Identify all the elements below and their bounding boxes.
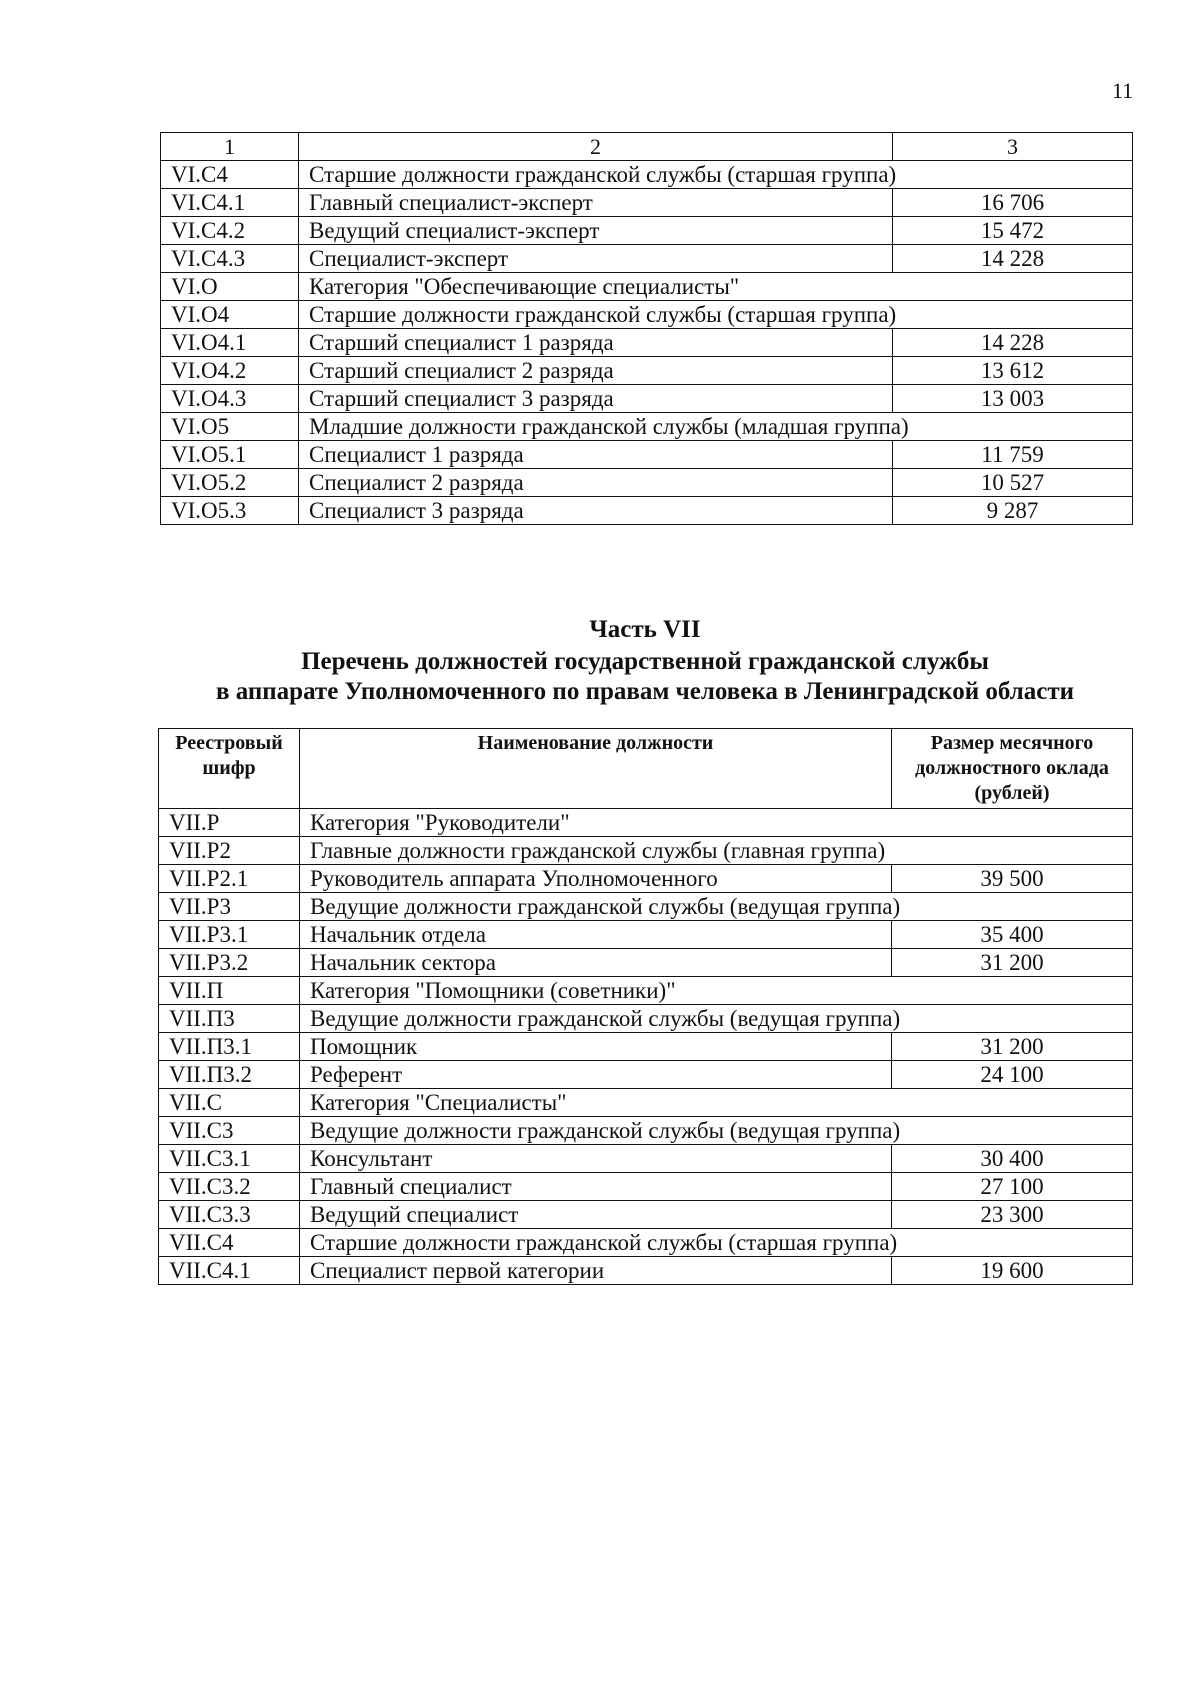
position-name-cell: Специалист 1 разряда xyxy=(299,441,893,469)
salary-table-part-vi xyxy=(160,132,1133,525)
salary-cell: 13 003 xyxy=(893,385,1133,413)
section-title: Часть VII xyxy=(589,616,701,643)
salary-cell: 35 400 xyxy=(892,921,1133,949)
table-row xyxy=(161,497,1133,525)
table-row xyxy=(159,865,1133,893)
table-row xyxy=(159,1033,1133,1061)
registry-code-cell: VII.C3.2 xyxy=(159,1173,300,1201)
table-row xyxy=(161,189,1133,217)
position-name-cell: Ведущий специалист xyxy=(300,1201,892,1229)
registry-code-cell: VI.O5.1 xyxy=(161,441,299,469)
table-row xyxy=(159,809,1133,837)
column-header-salary: Размер месячного должностного оклада (рублей) xyxy=(892,729,1133,809)
table-row xyxy=(159,1089,1133,1117)
salary-cell: 16 706 xyxy=(893,189,1133,217)
table-row xyxy=(159,1229,1133,1257)
position-name-cell: Руководитель аппарата Уполномоченного xyxy=(300,865,892,893)
registry-code-cell: VI.O xyxy=(161,273,299,301)
registry-code-cell: VI.O5.2 xyxy=(161,469,299,497)
registry-code-cell: VII.C4.1 xyxy=(159,1257,300,1285)
registry-code-cell: VI.C4.2 xyxy=(161,217,299,245)
position-name-cell: Старший специалист 3 разряда xyxy=(299,385,893,413)
salary-cell: 39 500 xyxy=(892,865,1133,893)
table-row xyxy=(161,273,1133,301)
registry-code-cell: VI.C4 xyxy=(161,161,299,189)
position-name-cell: Ведущие должности гражданской службы (ведущая группа) xyxy=(300,893,1133,921)
column-header-name: Наименование должности xyxy=(300,729,892,809)
table-row xyxy=(159,1061,1133,1089)
position-name-cell: Помощник xyxy=(300,1033,892,1061)
table-header-row xyxy=(161,133,1133,161)
position-name-cell: Главный специалист xyxy=(300,1173,892,1201)
position-name-cell: Категория "Обеспечивающие специалисты" xyxy=(299,273,1133,301)
registry-code-cell: VII.П3 xyxy=(159,1005,300,1033)
position-name-cell: Категория "Специалисты" xyxy=(300,1089,1133,1117)
position-name-cell: Ведущие должности гражданской службы (ведущая группа) xyxy=(300,1117,1133,1145)
registry-code-cell: VII.C3.3 xyxy=(159,1201,300,1229)
registry-code-cell: VII.P xyxy=(159,809,300,837)
registry-code-cell: VII.P3.1 xyxy=(159,921,300,949)
salary-cell: 11 759 xyxy=(893,441,1133,469)
registry-code-cell: VI.O4 xyxy=(161,301,299,329)
table-header-row xyxy=(159,729,1133,809)
salary-cell: 31 200 xyxy=(892,1033,1133,1061)
salary-cell: 23 300 xyxy=(892,1201,1133,1229)
salary-cell: 30 400 xyxy=(892,1145,1133,1173)
position-name-cell: Старшие должности гражданской службы (старшая группа) xyxy=(299,161,1133,189)
table-row xyxy=(161,357,1133,385)
position-name-cell: Специалист 2 разряда xyxy=(299,469,893,497)
table-row xyxy=(159,837,1133,865)
section-subtitle-line1: Перечень должностей государственной гражданской службы xyxy=(301,648,989,675)
position-name-cell: Главные должности гражданской службы (главная группа) xyxy=(300,837,1133,865)
column-header-1: 1 xyxy=(161,133,299,161)
position-name-cell: Консультант xyxy=(300,1145,892,1173)
table-row xyxy=(159,921,1133,949)
position-name-cell: Категория "Помощники (советники)" xyxy=(300,977,1133,1005)
table-row xyxy=(159,1173,1133,1201)
salary-cell: 24 100 xyxy=(892,1061,1133,1089)
table-row xyxy=(159,1117,1133,1145)
position-name-cell: Главный специалист-эксперт xyxy=(299,189,893,217)
table-row xyxy=(161,469,1133,497)
position-name-cell: Старшие должности гражданской службы (старшая группа) xyxy=(300,1229,1133,1257)
table-row xyxy=(159,1005,1133,1033)
table-row xyxy=(159,977,1133,1005)
registry-code-cell: VII.C4 xyxy=(159,1229,300,1257)
column-header-3: 3 xyxy=(893,133,1133,161)
position-name-cell: Ведущий специалист-эксперт xyxy=(299,217,893,245)
position-name-cell: Старшие должности гражданской службы (старшая группа) xyxy=(299,301,1133,329)
column-header-code: Реестровый шифр xyxy=(159,729,300,809)
registry-code-cell: VII.П3.2 xyxy=(159,1061,300,1089)
registry-code-cell: VI.O5 xyxy=(161,413,299,441)
salary-cell: 10 527 xyxy=(893,469,1133,497)
registry-code-cell: VII.C xyxy=(159,1089,300,1117)
table-row xyxy=(159,1145,1133,1173)
section-subtitle-line2: в аппарате Уполномоченного по правам человека в Ленинградской области xyxy=(215,678,1075,705)
position-name-cell: Специалист 3 разряда xyxy=(299,497,893,525)
salary-cell: 14 228 xyxy=(893,245,1133,273)
position-name-cell: Специалист первой категории xyxy=(300,1257,892,1285)
table-row xyxy=(161,217,1133,245)
table-row xyxy=(161,245,1133,273)
table-row xyxy=(161,413,1133,441)
position-name-cell: Начальник отдела xyxy=(300,921,892,949)
column-header-2: 2 xyxy=(299,133,893,161)
position-name-cell: Старший специалист 1 разряда xyxy=(299,329,893,357)
table-row xyxy=(159,1257,1133,1285)
salary-table-part-vii xyxy=(158,728,1133,1285)
position-name-cell: Референт xyxy=(300,1061,892,1089)
salary-cell: 31 200 xyxy=(892,949,1133,977)
table-row xyxy=(161,385,1133,413)
registry-code-cell: VII.P2.1 xyxy=(159,865,300,893)
salary-cell: 9 287 xyxy=(893,497,1133,525)
registry-code-cell: VI.C4.3 xyxy=(161,245,299,273)
registry-code-cell: VII.П xyxy=(159,977,300,1005)
table-row xyxy=(161,301,1133,329)
table-row xyxy=(161,161,1133,189)
position-name-cell: Специалист-эксперт xyxy=(299,245,893,273)
salary-cell: 13 612 xyxy=(893,357,1133,385)
table-row xyxy=(159,893,1133,921)
salary-cell: 27 100 xyxy=(892,1173,1133,1201)
registry-code-cell: VII.C3.1 xyxy=(159,1145,300,1173)
registry-code-cell: VI.O4.3 xyxy=(161,385,299,413)
registry-code-cell: VII.P2 xyxy=(159,837,300,865)
position-name-cell: Начальник сектора xyxy=(300,949,892,977)
position-name-cell: Старший специалист 2 разряда xyxy=(299,357,893,385)
registry-code-cell: VII.C3 xyxy=(159,1117,300,1145)
registry-code-cell: VI.C4.1 xyxy=(161,189,299,217)
salary-cell: 19 600 xyxy=(892,1257,1133,1285)
registry-code-cell: VI.O4.2 xyxy=(161,357,299,385)
table-row xyxy=(161,329,1133,357)
page-number: 11 xyxy=(1112,78,1134,103)
registry-code-cell: VI.O5.3 xyxy=(161,497,299,525)
position-name-cell: Младшие должности гражданской службы (младшая группа) xyxy=(299,413,1133,441)
salary-cell: 15 472 xyxy=(893,217,1133,245)
registry-code-cell: VII.P3.2 xyxy=(159,949,300,977)
table-row xyxy=(159,1201,1133,1229)
salary-cell: 14 228 xyxy=(893,329,1133,357)
registry-code-cell: VI.O4.1 xyxy=(161,329,299,357)
table-row xyxy=(161,441,1133,469)
position-name-cell: Категория "Руководители" xyxy=(300,809,1133,837)
registry-code-cell: VII.P3 xyxy=(159,893,300,921)
position-name-cell: Ведущие должности гражданской службы (ведущая группа) xyxy=(300,1005,1133,1033)
table-row xyxy=(159,949,1133,977)
registry-code-cell: VII.П3.1 xyxy=(159,1033,300,1061)
